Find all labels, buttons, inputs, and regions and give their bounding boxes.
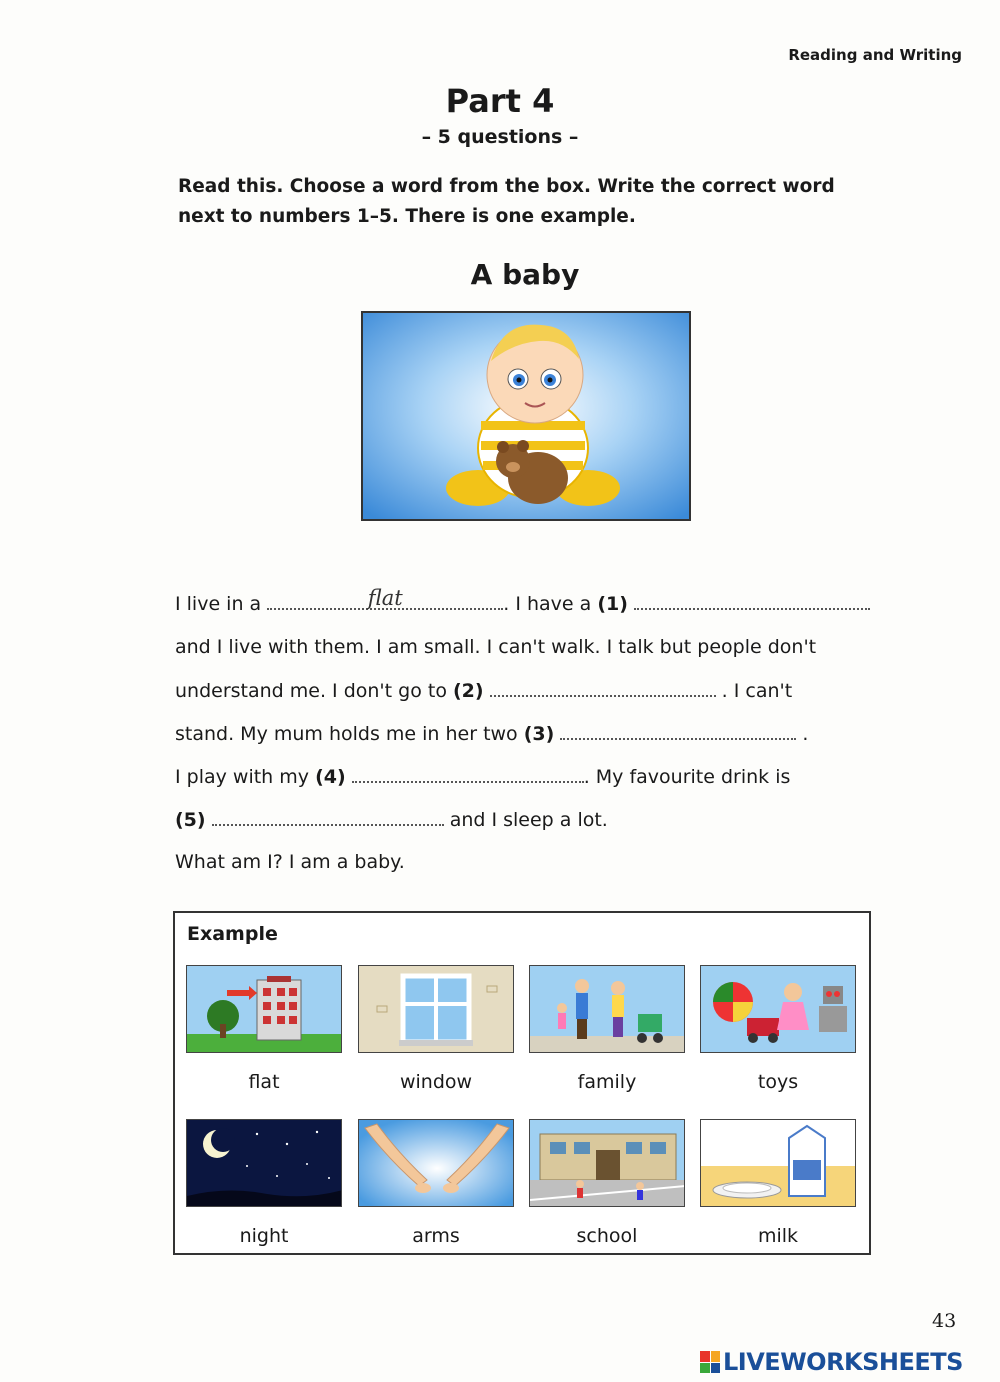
word-box bbox=[173, 911, 871, 1255]
story-line-4: stand. My mum holds me in her two (3) . bbox=[175, 723, 809, 745]
word-card-window bbox=[358, 965, 514, 1093]
story-title: A baby bbox=[470, 258, 580, 291]
brand-name: LIVEWORKSHEETS bbox=[723, 1348, 963, 1376]
story-line-7: What am I? I am a baby. bbox=[175, 851, 405, 873]
answer-blank-1[interactable] bbox=[634, 592, 870, 610]
part-subtitle: – 5 questions – bbox=[421, 126, 579, 148]
answer-blank-2[interactable] bbox=[490, 679, 716, 697]
logo-icon bbox=[700, 1351, 720, 1373]
example-answer: flat bbox=[367, 586, 403, 610]
part-title: Part 4 bbox=[445, 82, 555, 120]
night-picture bbox=[186, 1119, 342, 1207]
word-label: flat bbox=[248, 1071, 280, 1093]
story-line-3: understand me. I don't go to (2) . I can't bbox=[175, 680, 793, 702]
family-picture bbox=[529, 965, 685, 1053]
window-picture bbox=[358, 965, 514, 1053]
word-card-toys bbox=[700, 965, 856, 1093]
word-label: school bbox=[576, 1225, 638, 1247]
baby-illustration bbox=[361, 311, 691, 521]
word-label: milk bbox=[757, 1225, 799, 1247]
story-line-5: I play with my (4) . My favourite drink is bbox=[175, 766, 791, 788]
word-card-school bbox=[529, 1119, 685, 1247]
answer-blank-4[interactable] bbox=[352, 765, 584, 783]
word-label: window bbox=[399, 1071, 473, 1093]
example-blank bbox=[267, 586, 503, 610]
milk-picture bbox=[700, 1119, 856, 1207]
story-line-1: I live in a flat . I have a (1) bbox=[175, 592, 870, 615]
answer-blank-5[interactable] bbox=[212, 808, 444, 826]
arms-picture bbox=[358, 1119, 514, 1207]
page-number: 43 bbox=[932, 1310, 957, 1332]
flat-picture bbox=[186, 965, 342, 1053]
instructions: Read this. Choose a word from the box. Write the correct word next to numbers 1–5. There is one example. bbox=[178, 176, 835, 227]
section-header: Reading and Writing bbox=[788, 46, 962, 64]
example-label: Example bbox=[187, 923, 278, 945]
word-label: night bbox=[239, 1225, 289, 1247]
answer-blank-3[interactable] bbox=[560, 722, 796, 740]
word-label: family bbox=[577, 1071, 637, 1093]
word-label: arms bbox=[412, 1225, 460, 1247]
word-card-arms bbox=[358, 1119, 514, 1247]
school-picture bbox=[529, 1119, 685, 1207]
word-card-night bbox=[186, 1119, 342, 1247]
word-label: toys bbox=[757, 1071, 799, 1093]
story-line-2: and I live with them. I am small. I can't walk. I talk but people don't bbox=[175, 636, 817, 658]
story-line-6: (5) and I sleep a lot. bbox=[175, 809, 608, 831]
word-card-flat bbox=[186, 965, 342, 1093]
toys-picture bbox=[700, 965, 856, 1053]
word-card-family bbox=[529, 965, 685, 1093]
liveworksheets-logo bbox=[700, 1348, 963, 1376]
word-card-milk bbox=[700, 1119, 856, 1247]
